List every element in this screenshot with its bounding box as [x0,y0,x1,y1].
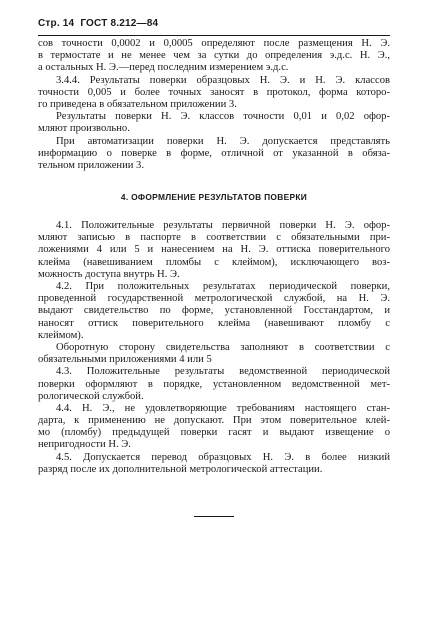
text-line: 4.4. Н. Э., не удовлетворяющие требованиям настоящего стан- [56,402,390,414]
text-line: можность доступа внутрь Н. Э. [38,268,180,280]
text-line: наносят оттиск поверительного клейма (навешивают пломбу с [38,317,390,329]
text-line: 4.3. Положительные результаты ведомственной периодической [56,366,390,378]
paragraph-4-2-reverse [38,342,390,366]
text-line: мляют записью в паспорте в соответствии с обязательными при- [38,232,390,244]
text-line: обязательными приложениями 4 или 5 [38,354,212,366]
text-line: го приведена в обязательном приложении 3. [38,98,237,110]
text-line: 3.4.4. Результаты поверки образцовых Н. Э. и Н. Э. классов [56,74,390,86]
text-line: точности 0,005 и более точных заносят в протокол, форма которо- [38,86,390,98]
paragraph-4-4 [38,403,390,452]
text-line: Оборотную сторону свидетельства заполняют в соответствии с [56,341,390,353]
text-line: 4.2. При положительных результатах периодической поверки, [56,281,390,292]
text-line: дарта, к применению не допускают. При этом поверительное клей- [38,415,390,427]
end-rule [194,516,234,517]
paragraph-3-4-4-automation [38,136,390,173]
text-line: тельном приложении 3. [38,159,145,171]
text-line: непригодности Н. Э. [38,439,131,451]
paragraph-4-1 [38,220,390,281]
text-line: мо (пломбу) предыдущей поверки гасят и выдают извещение о [38,427,390,439]
text-line: информацию о поверке в форме, отличной от указанной в обяза- [38,147,390,159]
page-header [38,16,390,32]
text-line: рологической службой. [38,390,144,402]
header-rule [38,35,390,36]
text-line: поверки оформляют в порядке, установленном ведомственной мет- [38,378,390,390]
text-line: клеймом). [38,329,84,341]
text-line: Результаты поверки Н. Э. классов точности 0,01 и 0,02 офор- [56,111,390,123]
text-line: разряд после их дополнительной метрологической аттестации. [38,463,323,475]
text-line: 4.5. Допускается перевод образцовых Н. Э. в более низкий [56,451,390,463]
paragraph-continued [38,38,390,75]
text-line: сов точности 0,0002 и 0,0005 определяют после размещения Н. Э. [38,38,390,49]
text-line: проведенной государственной метрологической службой, на Н. Э. [38,293,390,305]
text-line: в термостате и не менее чем за сутки до определения э.д.с. Н. Э., [38,50,390,62]
text-line: а остальных Н. Э.—перед последним измерением э.д.с. [38,62,289,74]
text-line: 4.1. Положительные результаты первичной поверки Н. Э. офор- [56,220,390,232]
paragraph-3-4-4 [38,75,390,112]
paragraph-3-4-4-classes [38,111,390,135]
standard-code: ГОСТ 8.212—84 [80,18,159,29]
text-line: клейма (навешиванием пломбы с клеймом), исключающего воз- [38,256,390,268]
paragraph-4-2 [38,281,390,342]
text-line: выдают свидетельство по форме, установленной Госстандартом, и [38,305,390,317]
text-line: ложениями 4 или 5 и нанесением на Н. Э. оттиска поверительного [38,244,390,256]
text-line: мляют произвольно. [38,123,130,135]
page-number: Стр. 14 [38,18,75,29]
paragraph-4-5 [38,452,390,476]
body-text [38,38,390,476]
text-line: При автоматизации поверки Н. Э. допускается представлять [56,135,390,147]
paragraph-4-3 [38,366,390,403]
section-title: 4. ОФОРМЛЕНИЕ РЕЗУЛЬТАТОВ ПОВЕРКИ [120,192,308,203]
